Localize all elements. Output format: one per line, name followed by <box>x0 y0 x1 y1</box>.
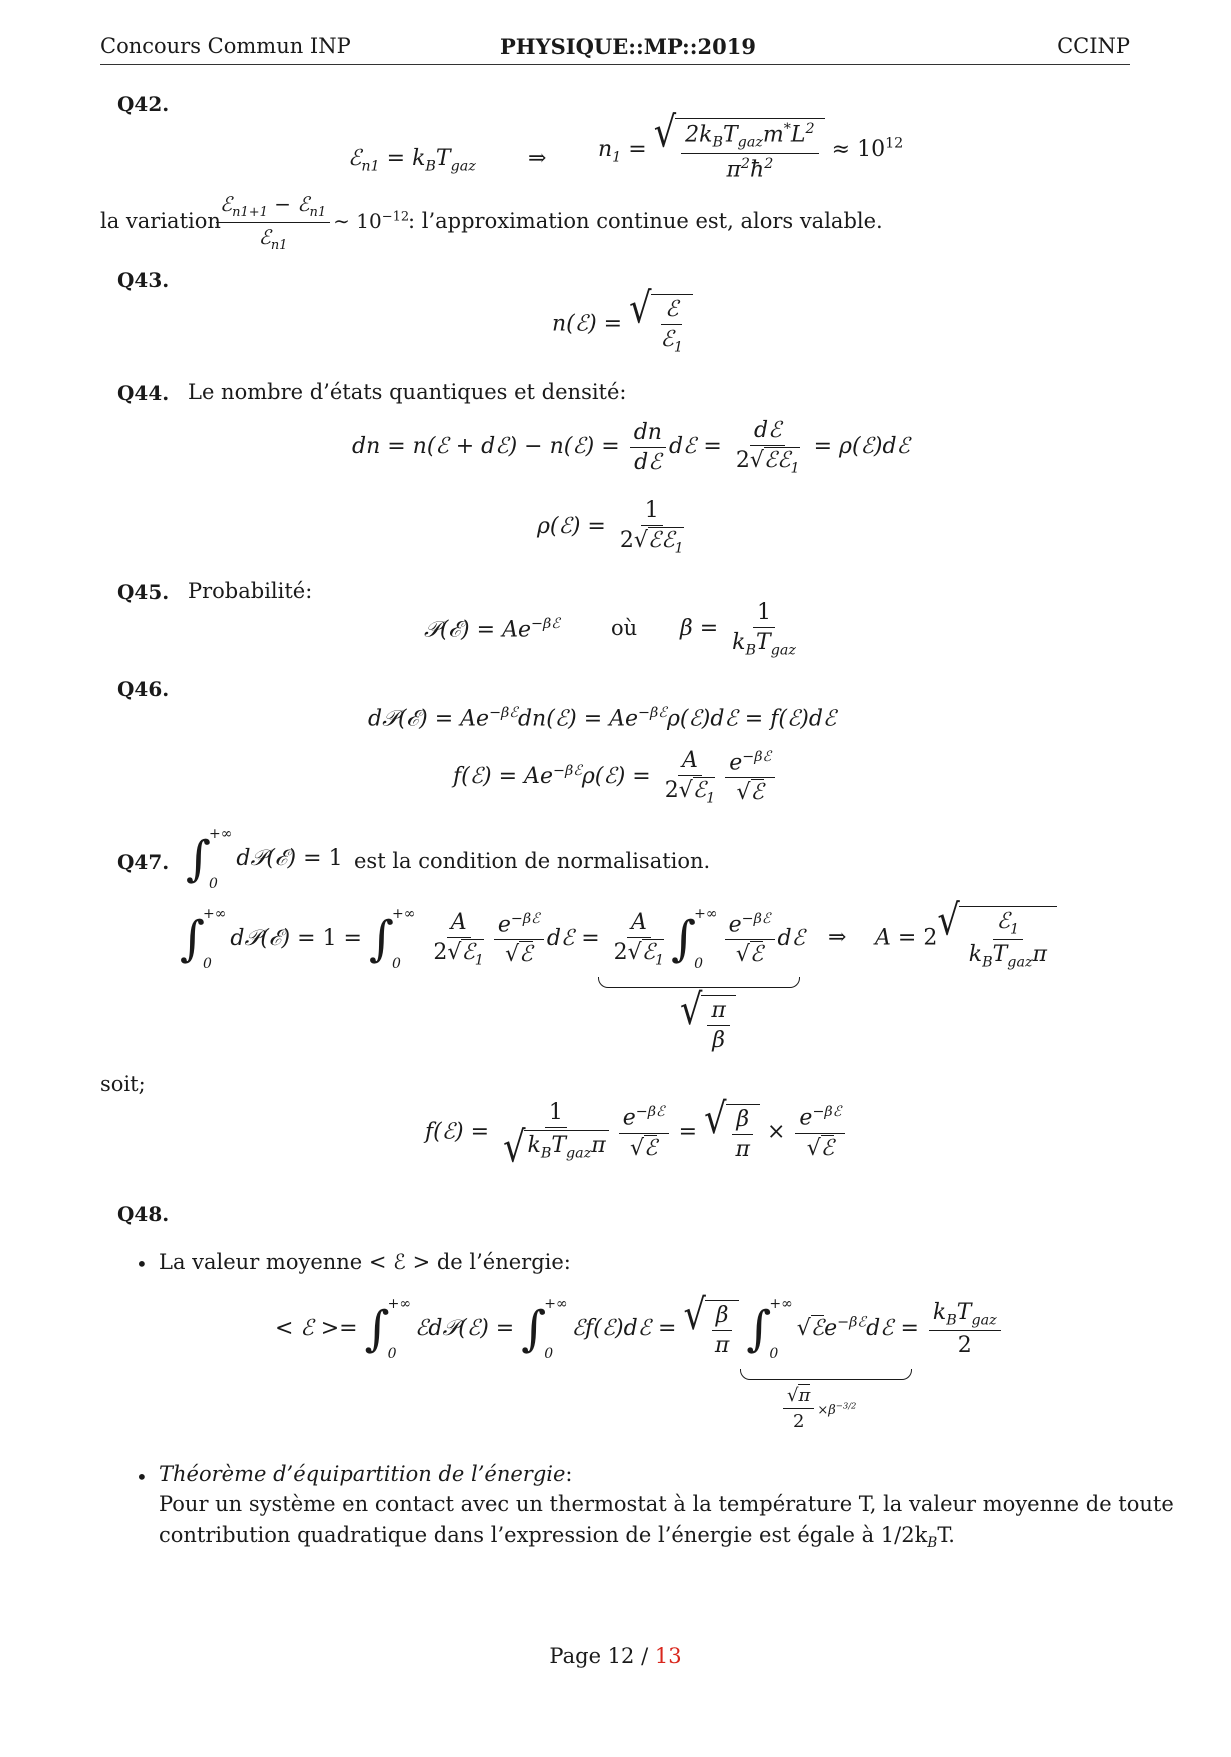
q42-eq-energy: ℰ$_{n1}$ = $k_BT_{gaz}$ <box>348 146 476 175</box>
q47-normalisation-integral: ∫ +∞ 0 d𝒫(ℰ) = 1 <box>186 826 343 892</box>
q47-normalisation-text: est la condition de normalisation. <box>354 849 711 873</box>
q47-eq-main: ∫ +∞ 0 d𝒫(ℰ) = 1 = ∫ +∞ 0 $\frac{A}{2√ℰ_1}$ $\frac{e^{-\beta ℰ}}{\text{√ℰ}}$ dℰ = $\frac{A}{2√ℰ_1}$ ∫ +∞ 0 $\frac{e^{-\beta ℰ}}{\text{√ℰ}}$ dℰ <box>180 906 805 972</box>
q44-eq-dn: dn = n(ℰ + dℰ) − n(ℰ) = $\frac{dn}{\text{dℰ}}$ dℰ = $\frac{\text{dℰ}}{2√ℰℰ_1}$ = ρ(ℰ)dℰ <box>352 418 910 477</box>
q42-variation-fraction: $\frac{ℰ_{n1+1} - ℰ_{n1}}{ℰ_{n1}}$ ∼ $10^{-12}$ <box>213 192 409 253</box>
q44-title: Le nombre d’états quantiques et densité: <box>188 380 627 404</box>
q42-variation-prefix: la variation <box>100 209 221 233</box>
page-header <box>100 34 1130 65</box>
footer-page-prefix: Page 12 / <box>549 1644 655 1668</box>
q43-equation: n(ℰ) = √ $\frac{\text{ℰ}}{ℰ_1}$ <box>552 294 693 355</box>
bullet-1: • <box>136 1252 148 1276</box>
q45-title: Probabilité: <box>188 579 313 603</box>
header-right: CCINP <box>1057 34 1130 58</box>
q48-bullet2-line2: contribution quadratique dans l’expression de l’énergie est égale à $1/2k_BT$. <box>159 1523 955 1552</box>
q45-eq-proba: 𝒫(ℰ) = $Ae^{-\beta ℰ}$ <box>424 616 560 643</box>
q48-bullet2-line1: Pour un système en contact avec un thermostat à la température T, la valeur moyenne de toute <box>159 1492 1174 1516</box>
q44-eq-rho: ρ(ℰ) = $\frac{1}{2√ℰℰ_1}$ <box>537 498 684 557</box>
header-center: PHYSIQUE::MP::2019 <box>500 34 756 59</box>
q48-underbrace-value: $\frac{√\pi}{2}$ $\times\beta^{-3/2}$ <box>780 1385 856 1432</box>
q47-eq-A: A = 2 √ $\frac{ℰ_1}{k_BT_{gaz}\pi}$ <box>875 906 1057 971</box>
q48-label: Q48. <box>117 1202 170 1226</box>
q47-implies: ⇒ <box>828 925 847 950</box>
q47-underbrace-value: √ $\frac{\pi}{\beta}$ <box>680 995 736 1053</box>
q43-label: Q43. <box>117 268 170 292</box>
q48-bullet2-end: T. <box>937 1523 955 1547</box>
page-footer <box>0 1644 1231 1668</box>
q42-implies: ⇒ <box>528 146 547 171</box>
header-left: Concours Commun INP <box>100 34 351 58</box>
q48-bullet1: La valeur moyenne < ℰ > de l’énergie: <box>159 1250 571 1274</box>
q46-label: Q46. <box>117 677 170 701</box>
q42-eq-n1: $n_1$ = √ $\frac{2k_BT_{gaz}m^*L^2}{\pi^2ħ^2}$ ≈ $10^{12}$ <box>598 107 904 183</box>
q47-soit: soit; <box>100 1072 146 1096</box>
q42-label: Q42. <box>117 92 170 116</box>
q48-bullet2-line2-text: contribution quadratique dans l’expression de l’énergie est égale à 1/2k <box>159 1523 928 1547</box>
q48-eq-mean: < ℰ >= ∫ +∞ 0 ℰd𝒫(ℰ) = ∫ +∞ 0 ℰf(ℰ)dℰ = √ $\frac{\beta}{\pi}$ ∫ +∞ 0 √ℰe$^{-\beta ℰ}$dℰ = $\frac{k_BT_{gaz}}{2}$ <box>275 1296 1004 1362</box>
q45-label: Q45. <box>117 580 170 604</box>
bullet-2: • <box>136 1465 148 1489</box>
q47-eq-f-final: f(ℰ) = 1 √ $k_BT_{gaz}\pi$ $\frac{e^{-\beta ℰ}}{\text{√ℰ}}$ = √ $\frac{\beta}{\pi}$ × $\frac{e^{-\beta ℰ}}{\text{√ℰ}}$ <box>425 1100 848 1165</box>
q46-eq-f: f(ℰ) = $Ae^{-\beta ℰ}\rho(ℰ)$ = $\frac{A}{2√ℰ_1}$ $\frac{e^{-\beta ℰ}}{\text{√ℰ}}$ <box>453 748 778 806</box>
q48-bullet2-title: Théorème d’équipartition de l’énergie: <box>159 1462 573 1486</box>
q47-label: Q47. <box>117 850 170 874</box>
q45-eq-beta: β = $\frac{1}{k_BT_{gaz}}$ <box>680 600 796 659</box>
q46-eq-dP: d𝒫(ℰ) = $Ae^{-\beta ℰ}dn(ℰ)$ = $Ae^{-\beta ℰ}\rho(ℰ)dℰ$ = f(ℰ)dℰ <box>368 705 837 732</box>
q44-label: Q44. <box>117 381 170 405</box>
q45-ou: où <box>611 616 638 640</box>
q42-variation-suffix: : l’approximation continue est, alors valable. <box>408 209 883 233</box>
q48-underbrace <box>740 1369 912 1380</box>
footer-page-total: 13 <box>654 1644 682 1668</box>
q48-bullet2-title-text: Théorème d’équipartition de l’énergie <box>159 1462 566 1486</box>
